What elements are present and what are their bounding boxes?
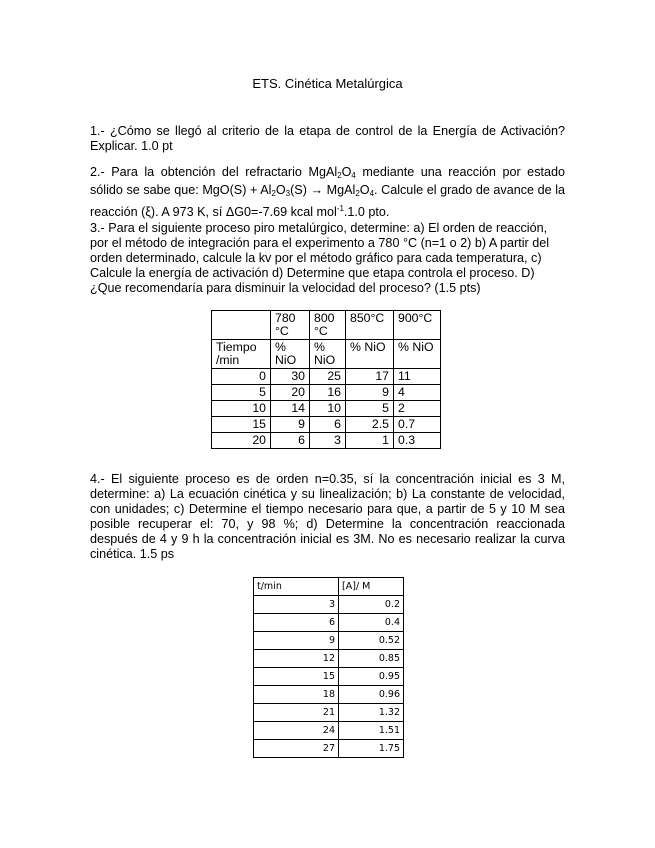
- table-cell: 9: [346, 385, 394, 401]
- table-row: [254, 668, 404, 686]
- table-header-row: [254, 578, 404, 596]
- table-cell: 24: [254, 722, 339, 740]
- table-cell: 0.7: [394, 417, 441, 433]
- concentration-table: [253, 577, 404, 758]
- table-row: [254, 632, 404, 650]
- table-cell: 1.32: [339, 704, 404, 722]
- table-cell: 780 °C: [271, 311, 310, 340]
- table-cell: 15: [254, 668, 339, 686]
- table-cell: 3: [254, 596, 339, 614]
- table-cell: % NiO: [310, 340, 346, 369]
- table-cell: 5: [346, 401, 394, 417]
- table-cell: 0.85: [339, 650, 404, 668]
- table-header-row: [212, 311, 441, 340]
- table-cell: 27: [254, 740, 339, 758]
- question-1: 1.- ¿Cómo se llegó al criterio de la etapa de control de la Energía de Activación? Explicar. 1.0 pt: [90, 124, 565, 153]
- table-cell: 0.52: [339, 632, 404, 650]
- table-row: [212, 369, 441, 385]
- table-row: [254, 704, 404, 722]
- table-row: [212, 433, 441, 449]
- table-cell: 3: [310, 433, 346, 449]
- table-cell: 1: [346, 433, 394, 449]
- table-row: [254, 722, 404, 740]
- table-row: [254, 614, 404, 632]
- table-header-row: [212, 340, 441, 369]
- table-row: [254, 740, 404, 758]
- table-cell: Tiempo /min: [212, 340, 271, 369]
- table-cell: 9: [254, 632, 339, 650]
- table-cell: 6: [254, 614, 339, 632]
- table-row: [212, 385, 441, 401]
- question-2: 2.- Para la obtención del refractario $MgAl_2O_4$ mediante una reacción por estado sólido se sabe que: $MgO(S) + Al_2O_3(S)$ → $MgAl_2O_4$. Calcule el grado de avance de la reacción (ξ). A 973 K, sí ΔG0=-7.69 kcal mol$^{-1}$.1.0 pto.: [90, 165, 565, 219]
- table-cell: 900°C: [394, 311, 441, 340]
- table-cell: 18: [254, 686, 339, 704]
- table-cell: 1.51: [339, 722, 404, 740]
- table-header-cell: t/min: [254, 578, 339, 596]
- question-4: 4.- El siguiente proceso es de orden n=0.35, sí la concentración inicial es 3 M, determine: a) La ecuación cinética y su linealización; b) La constante de velocidad, con unidades; c) Determine el tiempo necesario para que, a partir de 5 y 10 M sea posible recuperar el: 70, y 98 %; d) Determine la concentración reaccionada después de 4 y 9 h la concentración inicial es 3M. No es necesario realizar la curva cinética. 1.5 ps: [90, 472, 565, 561]
- table-cell: 16: [310, 385, 346, 401]
- table-cell: % NiO: [394, 340, 441, 369]
- table-row: [254, 686, 404, 704]
- table-row: [212, 401, 441, 417]
- table-cell: 0.4: [339, 614, 404, 632]
- table-cell: % NiO: [271, 340, 310, 369]
- table-cell: 2: [394, 401, 441, 417]
- table-cell: 21: [254, 704, 339, 722]
- table-cell: 14: [271, 401, 310, 417]
- table-cell: 2.5: [346, 417, 394, 433]
- table-cell: 0.2: [339, 596, 404, 614]
- table-cell: 11: [394, 369, 441, 385]
- table-cell: 0.96: [339, 686, 404, 704]
- table-cell: 0: [212, 369, 271, 385]
- table-cell: 800 °C: [310, 311, 346, 340]
- table-cell: 5: [212, 385, 271, 401]
- table-cell: 1.75: [339, 740, 404, 758]
- table-cell: 25: [310, 369, 346, 385]
- page-title: ETS. Cinética Metalúrgica: [252, 76, 403, 91]
- table-cell: 17: [346, 369, 394, 385]
- table-cell: 4: [394, 385, 441, 401]
- table-cell: 20: [212, 433, 271, 449]
- table-header-cell: [A]/ M: [339, 578, 404, 596]
- table-cell: 6: [310, 417, 346, 433]
- table-cell: 10: [310, 401, 346, 417]
- table-row: [254, 596, 404, 614]
- table-cell: % NiO: [346, 340, 394, 369]
- table-row: [254, 650, 404, 668]
- table-cell: [212, 311, 271, 340]
- table-cell: 0.3: [394, 433, 441, 449]
- table-cell: 12: [254, 650, 339, 668]
- table-cell: 9: [271, 417, 310, 433]
- table-row: [212, 417, 441, 433]
- table-cell: 6: [271, 433, 310, 449]
- table-cell: 30: [271, 369, 310, 385]
- table-cell: 850°C: [346, 311, 394, 340]
- table-cell: 10: [212, 401, 271, 417]
- question-3: 3.- Para el siguiente proceso piro metalúrgico, determine: a) El orden de reacción, por el método de integración para el experimento a 780 °C (n=1 o 2) b) A partir del orden determinado, calcule la kv por el método gráfico para cada temperatura, c) Calcule la energía de activación d) Determine que etapa controla el proceso. D) ¿Que recomendaría para disminuir la velocidad del proceso? (1.5 pts): [90, 221, 550, 295]
- table-cell: 0.95: [339, 668, 404, 686]
- table-cell: 15: [212, 417, 271, 433]
- nio-table: [211, 310, 441, 449]
- table-cell: 20: [271, 385, 310, 401]
